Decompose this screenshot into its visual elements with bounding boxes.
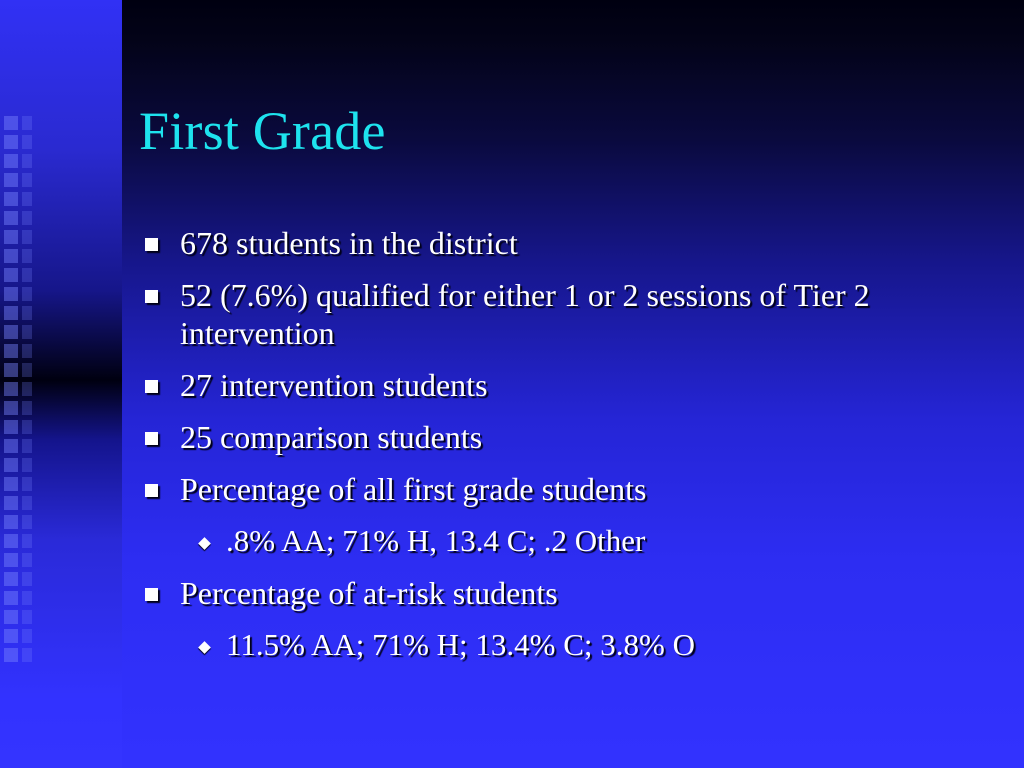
decorative-square: [22, 192, 32, 206]
decorative-square: [22, 629, 32, 643]
decorative-square: [22, 572, 32, 586]
decorative-square: [22, 648, 32, 662]
bullet-list: [142, 224, 972, 678]
square-bullet-icon: [145, 380, 158, 393]
decorative-square: [4, 154, 18, 168]
decorative-square: [22, 116, 32, 130]
list-item-text: 52 (7.6%) qualified for either 1 or 2 sessions of Tier 2 intervention: [180, 277, 870, 351]
decorative-square: [22, 211, 32, 225]
list-item-text: 25 comparison students: [180, 419, 483, 455]
decorative-square: [4, 401, 18, 415]
decorative-square: [22, 287, 32, 301]
decorative-square: [22, 420, 32, 434]
decorative-square: [22, 249, 32, 263]
decorative-square: [22, 363, 32, 377]
decorative-square: [22, 610, 32, 624]
decorative-square: [22, 344, 32, 358]
decorative-square: [4, 344, 18, 358]
left-decorative-strip: [0, 0, 122, 768]
list-item-text: 678 students in the district: [180, 225, 518, 261]
decorative-square: [4, 306, 18, 320]
diamond-bullet-icon: [198, 641, 211, 654]
decorative-square: [4, 496, 18, 510]
decorative-square: [22, 306, 32, 320]
decorative-square: [22, 458, 32, 472]
decorative-square: [22, 534, 32, 548]
decorative-square: [22, 325, 32, 339]
decorative-square: [4, 515, 18, 529]
decorative-square: [4, 230, 18, 244]
decorative-square: [4, 553, 18, 567]
sub-list-item-text: .8% AA; 71% H, 13.4 C; .2 Other: [226, 523, 646, 558]
list-item-text: 27 intervention students: [180, 367, 488, 403]
list-item: [142, 574, 972, 612]
diamond-bullet-icon: [198, 537, 211, 550]
decorative-square: [22, 154, 32, 168]
decorative-square: [4, 629, 18, 643]
decorative-square: [4, 116, 18, 130]
decorative-square: [4, 192, 18, 206]
decorative-square: [22, 382, 32, 396]
sub-list-item: [142, 626, 972, 664]
decorative-square: [22, 591, 32, 605]
decorative-square: [22, 553, 32, 567]
list-item: [142, 366, 972, 404]
square-bullet-icon: [145, 290, 158, 303]
decorative-square: [4, 135, 18, 149]
decorative-square: [22, 173, 32, 187]
decorative-square: [4, 477, 18, 491]
sub-list-item: [142, 522, 972, 560]
decorative-square: [4, 287, 18, 301]
decorative-square: [22, 230, 32, 244]
sub-list-item-text: 11.5% AA; 71% H; 13.4% C; 3.8% O: [226, 627, 695, 662]
decorative-square: [4, 363, 18, 377]
square-bullet-icon: [145, 432, 158, 445]
decorative-square: [4, 173, 18, 187]
decorative-squares: [4, 116, 32, 676]
decorative-square: [22, 515, 32, 529]
list-item: [142, 276, 972, 352]
decorative-square: [4, 439, 18, 453]
decorative-square: [4, 382, 18, 396]
decorative-square: [4, 572, 18, 586]
square-bullet-icon: [145, 588, 158, 601]
decorative-square: [4, 591, 18, 605]
list-item-text: Percentage of all first grade students: [180, 471, 647, 507]
slide-title: First Grade: [139, 101, 386, 161]
decorative-square: [22, 401, 32, 415]
decorative-square: [4, 325, 18, 339]
decorative-square: [22, 135, 32, 149]
decorative-square: [22, 268, 32, 282]
list-item-text: Percentage of at-risk students: [180, 575, 558, 611]
list-item: [142, 470, 972, 508]
decorative-square: [4, 534, 18, 548]
decorative-square: [4, 458, 18, 472]
decorative-square: [4, 420, 18, 434]
square-bullet-icon: [145, 484, 158, 497]
decorative-square: [4, 211, 18, 225]
list-item: [142, 418, 972, 456]
decorative-square: [4, 610, 18, 624]
decorative-square: [22, 439, 32, 453]
decorative-square: [4, 268, 18, 282]
decorative-square: [22, 496, 32, 510]
decorative-square: [22, 477, 32, 491]
square-bullet-icon: [145, 238, 158, 251]
decorative-square: [4, 648, 18, 662]
list-item: [142, 224, 972, 262]
decorative-square: [4, 249, 18, 263]
